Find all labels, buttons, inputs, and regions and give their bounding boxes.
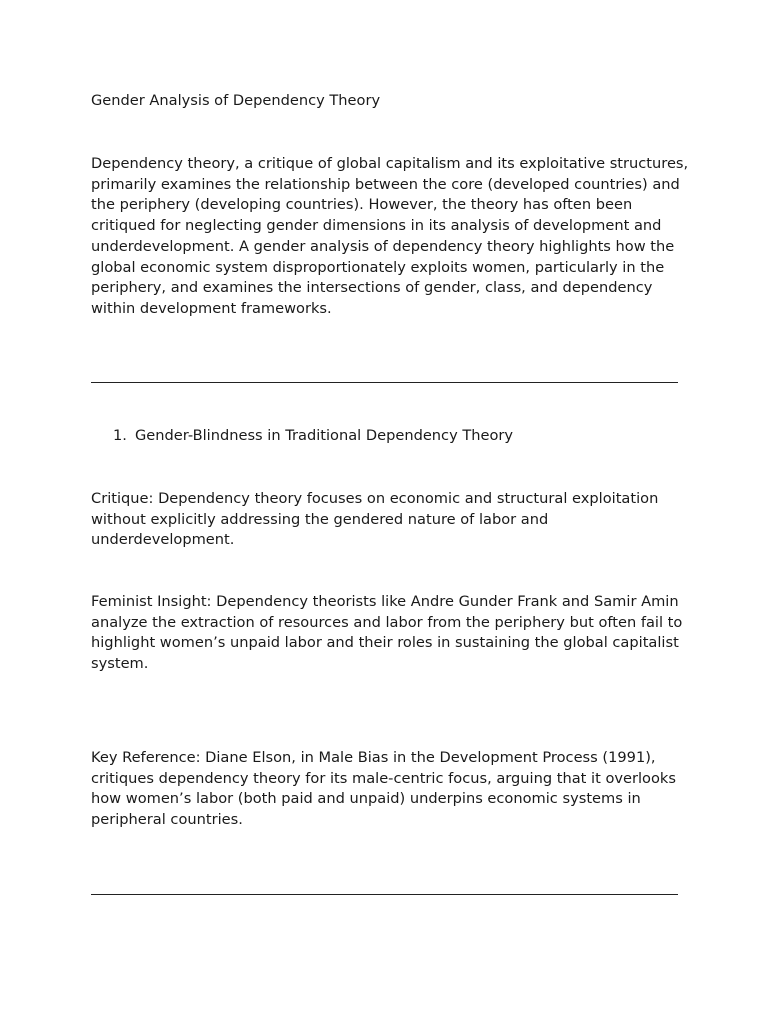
- feminist-insight-paragraph: Feminist Insight: Dependency theorists like Andre Gunder Frank and Samir Amin analyze the extraction of resources and labor from the periphery but often fail to highlight women’s unpaid labor and their roles in sustaining the global capitalist system.: [91, 593, 683, 673]
- section-number: 1.: [113, 427, 127, 444]
- horizontal-divider: [91, 894, 678, 895]
- horizontal-divider: [91, 382, 678, 383]
- intro-paragraph: Dependency theory, a critique of global capitalism and its exploitative structures, primarily examines the relationship between the core (developed countries) and the periphery (developing countries). However, the theory has often been critiqued for neglecting gender dimensions in its analysis of development and underdevelopment. A gender analysis of dependency theory highlights how the global economic system disproportionately exploits women, particularly in the periphery, and examines the intersections of gender, class, and dependency within development frameworks.: [91, 155, 689, 317]
- key-reference-paragraph: Key Reference: Diane Elson, in Male Bias in the Development Process (1991), critiques dependency theory for its male-centric focus, arguing that it overlooks how women’s labor (both paid and unpaid) underpins economic systems in peripheral countries.: [91, 749, 676, 829]
- document-title: Gender Analysis of Dependency Theory: [91, 92, 381, 109]
- section-heading: [113, 426, 513, 447]
- critique-paragraph: Critique: Dependency theory focuses on economic and structural exploitation without explicitly addressing the gendered nature of labor and underdevelopment.: [91, 490, 659, 549]
- section-heading-text: Gender-Blindness in Traditional Dependency Theory: [135, 427, 514, 444]
